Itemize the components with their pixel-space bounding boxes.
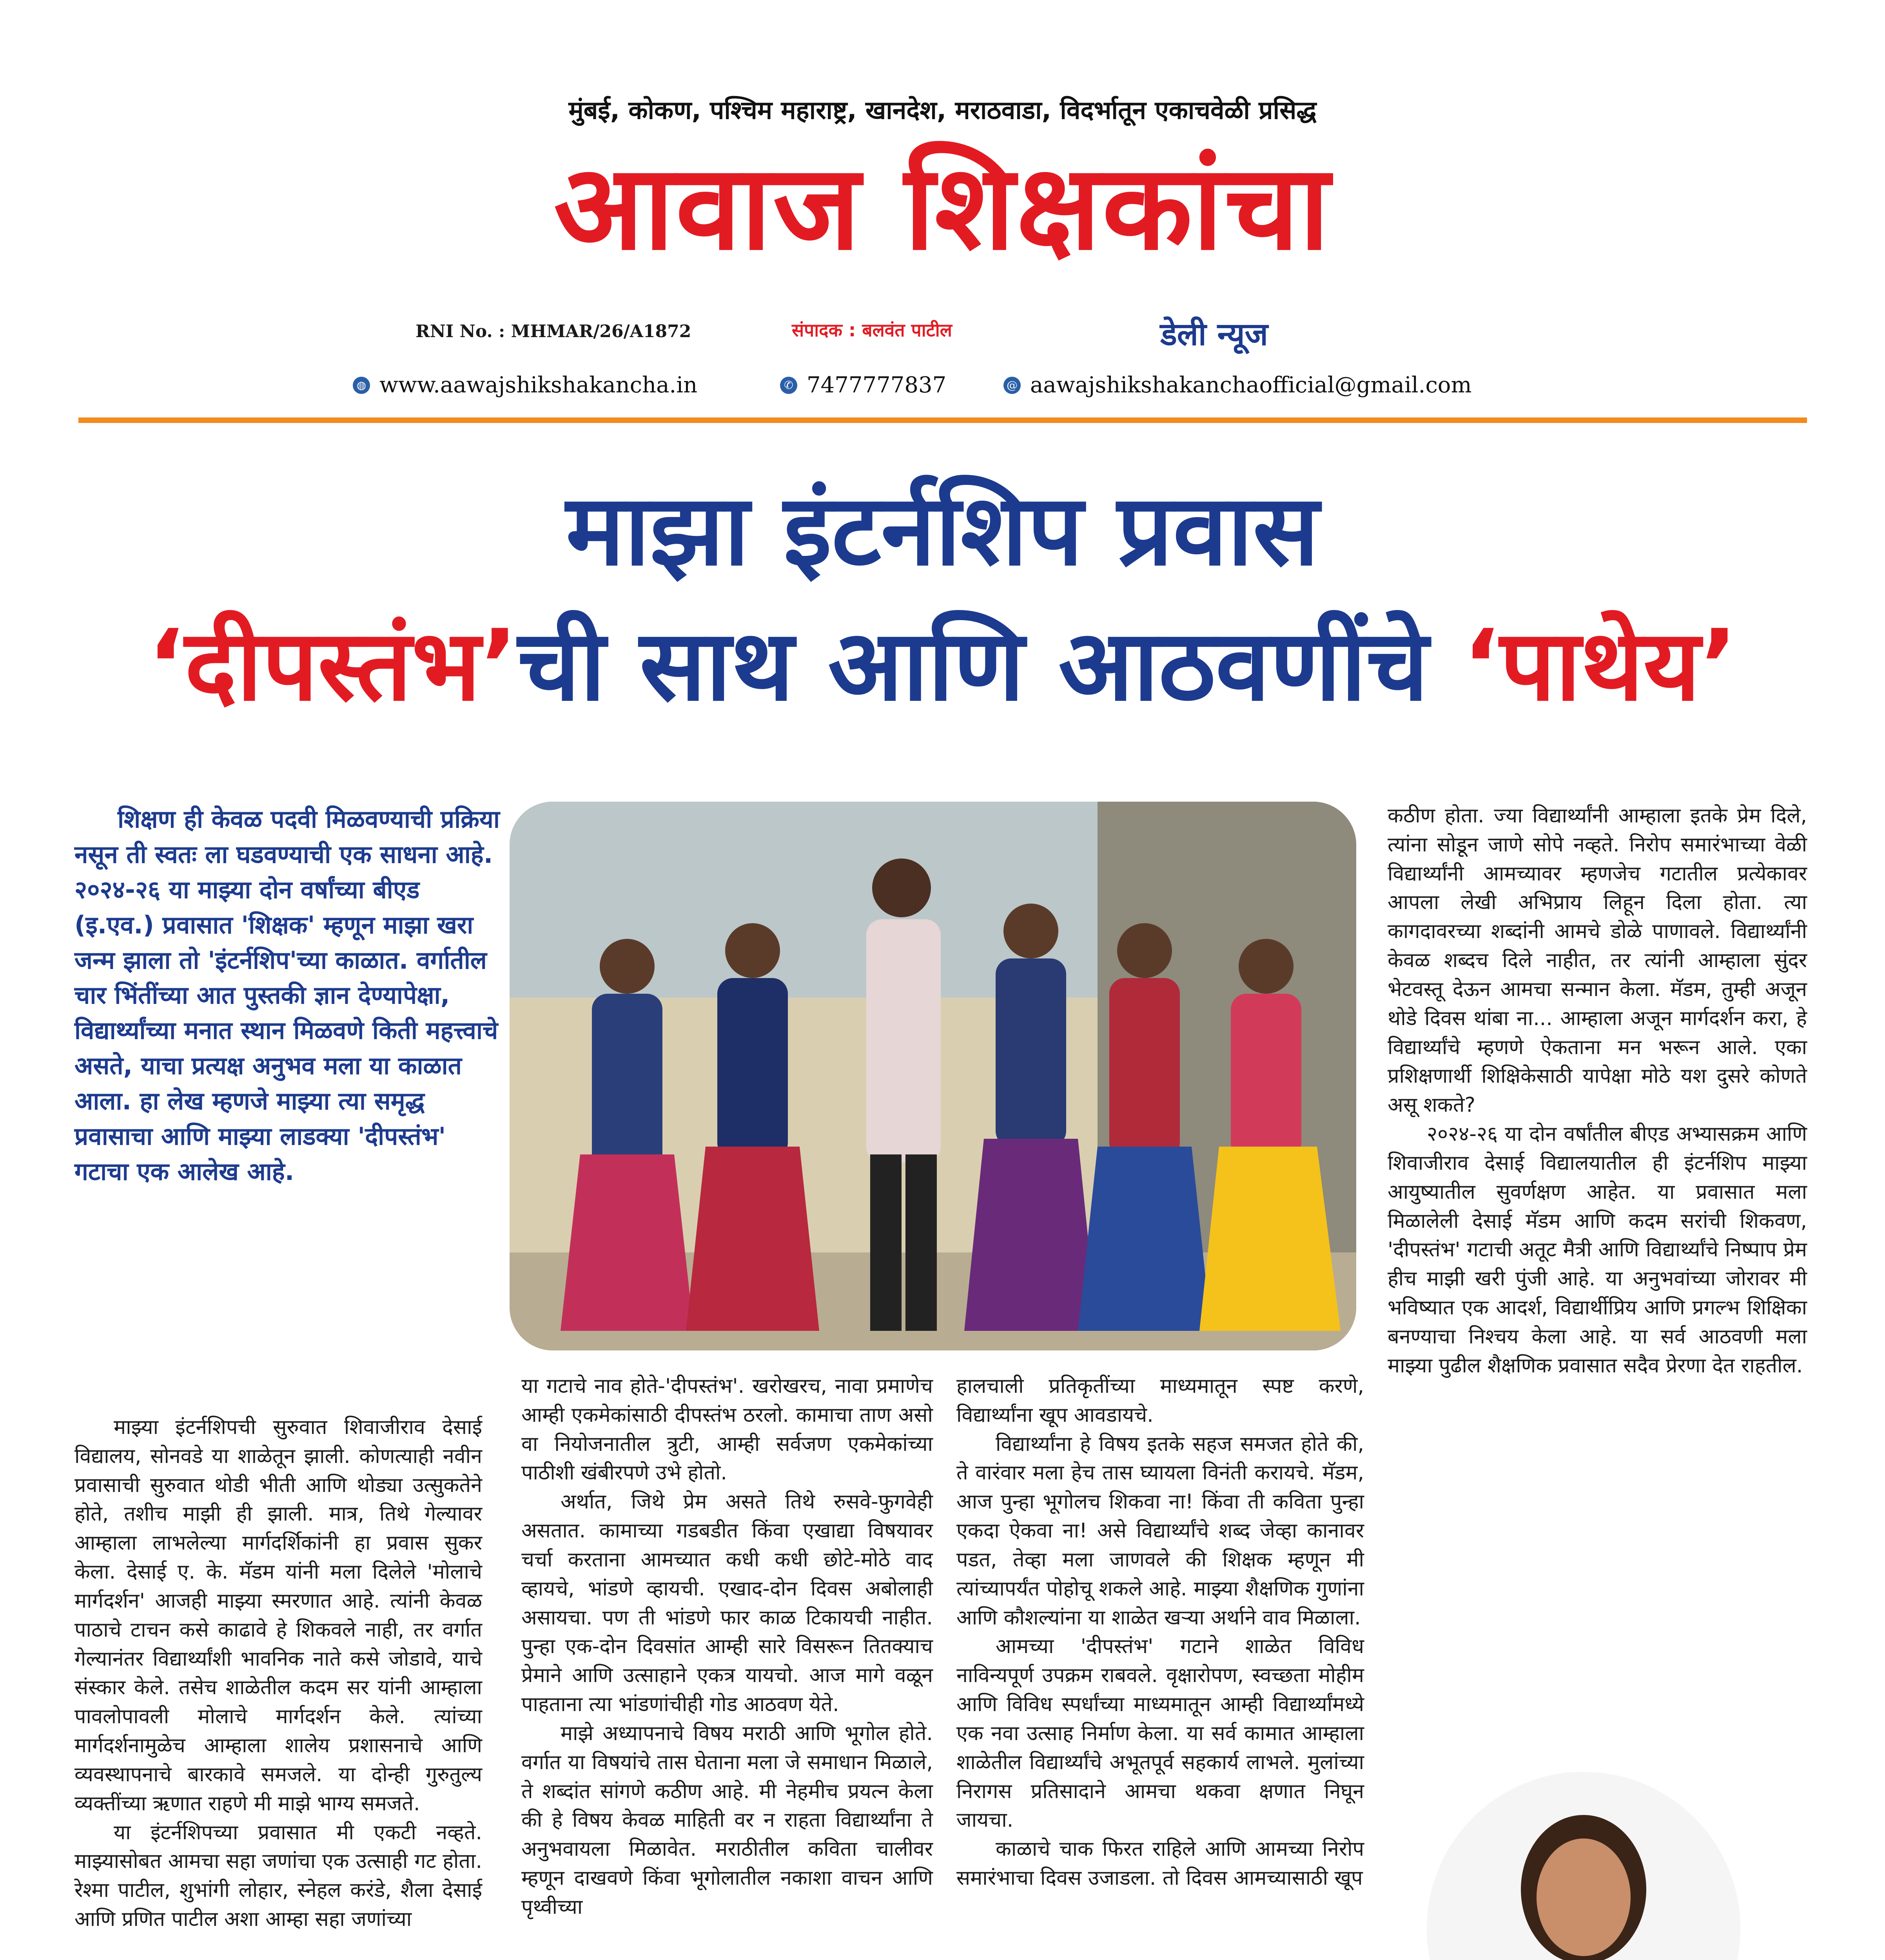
headline-deepstambh: ‘दीपस्तंभ’ — [147, 608, 518, 722]
paragraph: माझे अध्यापनाचे विषय मराठी आणि भूगोल होते. वर्गात या विषयांचे तास घेताना मला जे समाधान मिळाले, ते शब्दांत सांगणे कठीण आहे. मी नेहमीच प्रयत्न केला की हे विषय केवळ माहिती वर न राहता विद्यार्थ्यांना ते अनुभवायला मिळावेत. मराठीतील कविता चालीवर म्हणून दाखवणे किंवा भूगोलातील नकाशा वाचन आणि पृथ्वीच्या — [521, 1721, 933, 1919]
article-column-4 — [1388, 802, 1807, 1381]
author-portrait — [1427, 1772, 1740, 1960]
article-lead: शिक्षण ही केवळ पदवी मिळवण्याची प्रक्रिया नसून ती स्वतः ला घडवण्याची एक साधना आहे. २०२४-२६ या माझ्या दोन वर्षांच्या बीएड (इ.एव.) प्रवासात 'शिक्षक' म्हणून माझा खरा जन्म झाला तो 'इंटर्नशिप'च्या काळात. वर्गातील चार भिंतींच्या आत पुस्तकी ज्ञान देण्यापेक्षा, विद्यार्थ्यांच्या मनात स्थान मिळवणे किती महत्त्वाचे असते, याचा प्रत्यक्ष अनुभव मला या काळात आला. हा लेख म्हणजे माझ्या त्या समृद्ध प्रवासाचा आणि माझ्या लाडक्या 'दीपस्तंभ' गटाचा एक आलेख आहे. — [74, 805, 500, 1186]
paragraph: या गटाचे नाव होते-'दीपस्तंभ'. खरोखरच, नावा प्रमाणेच आम्ही एकमेकांसाठी दीपस्तंभ ठरलो. कामाचा ताण असो वा नियोजनातील त्रुटी, आम्ही सर्वजण एकमेकांच्या पाठीशी खंबीरपणे उभे होतो. — [521, 1374, 933, 1485]
paragraph: अर्थात, जिथे प्रेम असते तिथे रुसवे-फुगवेही असतात. कामाच्या गडबडीत किंवा एखाद्या विषयावर चर्चा करताना आमच्यात कधी कधी छोटे-मोठे वाद व्हायचे, भांडणे व्हायची. एखाद-दोन दिवस अबोलाही असायचा. पण ती भांडणे फार काळ टिकायची नाहीत. पुन्हा एक-दोन दिवसांत आम्ही सारे विसरून तितक्याच प्रेमाने आणि उत्साहाने एकत्र यायचो. आज मागे वळून पाहताना त्या भांडणांचीही गोड आठवण येते. — [521, 1490, 933, 1717]
masthead-title: आवाज शिक्षकांचा — [553, 139, 1332, 276]
email-text: aawajshikshakanchaofficial@gmail.com — [1030, 372, 1472, 398]
globe-icon: ◍ — [353, 377, 370, 394]
website-text: www.aawajshikshakancha.in — [379, 372, 698, 398]
phone-icon: ✆ — [780, 377, 797, 394]
paragraph: २०२४-२६ या दोन वर्षांतील बीएड अभ्यासक्रम आणि शिवाजीराव देसाई विद्यालयातील ही इंटर्नशिप माझ्या आयुष्यातील सुवर्णक्षण आहेत. या प्रवासात मला मिळालेली देसाई मॅडम आणि कदम सरांची शिकवण, 'दीपस्तंभ' गटाची अतूट मैत्री आणि विद्यार्थ्यांचे निष्पाप प्रेम हीच माझी खरी पुंजी आहे. या अनुभवांच्या जोरावर मी भविष्यात एक आदर्श, विद्यार्थीप्रिय आणि प्रगल्भ शिक्षिका बनण्याचा निश्चय केला आहे. या सर्व आठवणी मला माझ्या पुढील शैक्षणिक प्रवासात सदैव प्रेरणा देत राहतील. — [1388, 1122, 1807, 1377]
tagline: मुंबई, कोकण, पश्चिम महाराष्ट्र, खानदेश, मराठवाडा, विदर्भातून एकाचवेळी प्रसिद्ध — [568, 96, 1317, 125]
contact-email[interactable] — [1003, 372, 1472, 398]
author-portrait-illustration — [1427, 1772, 1740, 1960]
daily-news-label: डेली न्यूज — [1160, 316, 1268, 352]
contact-phone[interactable] — [780, 372, 946, 398]
paragraph: हालचाली प्रतिकृतींच्या माध्यमातून स्पष्ट करणे, विद्यार्थ्यांना खूप आवडायचे. — [956, 1374, 1364, 1427]
header-divider — [78, 417, 1807, 423]
phone-text: 7477777837 — [807, 372, 947, 398]
editor-credit: संपादक : बलवंत पाटील — [792, 319, 952, 341]
contact-website[interactable] — [353, 372, 697, 398]
email-icon: @ — [1003, 377, 1021, 394]
headline-line1: माझा इंटर्नशिप प्रवास — [566, 473, 1319, 587]
paragraph: विद्यार्थ्यांना हे विषय इतके सहज समजत होते की, ते वारंवार मला हेच तास घ्यायला विनंती करायचे. मॅडम, आज पुन्हा भूगोलच शिकवा ना! किंवा ती कविता पुन्हा एकदा ऐकवा ना! असे विद्यार्थ्यांचे शब्द जेव्हा कानावर पडत, तेव्हा मला जाणवले की शिक्षक म्हणून मी त्यांच्यापर्यंत पोहोचू शकले आहे. माझ्या शैक्षणिक गुणांना आणि कौशल्यांना या शाळेत खऱ्या अर्थाने वाव मिळाला. — [956, 1432, 1364, 1630]
paragraph: कठीण होता. ज्या विद्यार्थ्यांनी आम्हाला इतके प्रेम दिले, त्यांना सोडून जाणे सोपे नव्हते. निरोप समारंभाच्या वेळी विद्यार्थ्यांनी आमच्यावर म्हणजेच गटातील प्रत्येकावर आपला लेखी अभिप्राय लिहून दिला होता. त्या कागदावरच्या शब्दांनी आमचे डोळे पाणावले. विद्यार्थ्यांनी केवळ शब्दच दिले नाहीत, तर त्यांनी आम्हाला सुंदर भेटवस्तू देऊन आमचा सन्मान केला. मॅडम, तुम्ही अजून थोडे दिवस थांबा ना... आम्हाला अजून मार्गदर्शन करा, हे विद्यार्थ्यांचे म्हणणे ऐकताना मन भरून आले. एका प्रशिक्षणार्थी शिक्षिकेसाठी यापेक्षा मोठे यश दुसरे कोणते असू शकते? — [1388, 804, 1807, 1117]
paragraph: काळाचे चाक फिरत राहिले आणि आमच्या निरोप समारंभाचा दिवस उजाडला. तो दिवस आमच्यासाठी खूप — [956, 1837, 1364, 1890]
group-photo — [510, 802, 1356, 1350]
headline-line2 — [0, 608, 1885, 722]
rni-number: RNI No. : MHMAR/26/A1872 — [415, 321, 691, 341]
headline-middle: ची साथ आणि आठवणींचे — [518, 608, 1463, 722]
article-column-1 — [74, 1413, 482, 1934]
headline-patheya: ‘पाथेय’ — [1462, 608, 1738, 722]
paragraph: या इंटर्नशिपच्या प्रवासात मी एकटी नव्हते. माझ्यासोबत आमचा सहा जणांचा एक उत्साही गट होता. रेश्मा पाटील, शुभांगी लोहार, स्नेहल करंडे, शैला देसाई आणि प्रणित पाटील अशा आम्हा सहा जणांच्या — [74, 1820, 482, 1931]
article-column-2 — [521, 1372, 933, 1922]
paragraph: आमच्या 'दीपस्तंभ' गटाने शाळेत विविध नाविन्यपूर्ण उपक्रम राबवले. वृक्षारोपण, स्वच्छता मोहीम आणि विविध स्पर्धांच्या माध्यमातून आम्ही विद्यार्थ्यांमध्ये एक नवा उत्साह निर्माण केला. या सर्व कामात आम्हाला शाळेतील विद्यार्थ्यांचे अभूतपूर्व सहकार्य लाभले. मुलांच्या निरागस प्रतिसादाने आमचा थकवा क्षणात निघून जायचा. — [956, 1635, 1364, 1832]
article-column-3 — [956, 1372, 1364, 1893]
paragraph: माझ्या इंटर्नशिपची सुरुवात शिवाजीराव देसाई विद्यालय, सोनवडे या शाळेतून झाली. कोणत्याही नवीन प्रवासाची सुरुवात थोडी भीती आणि थोड्या उत्सुकतेने होते, तशीच माझी ही झाली. मात्र, तिथे गेल्यावर आम्हाला लाभलेल्या मार्गदर्शिकांनी हा प्रवास सुकर केला. देसाई ए. के. मॅडम यांनी मला दिलेले 'मोलाचे मार्गदर्शन' आजही माझ्या स्मरणात आहे. त्यांनी केवळ पाठाचे टाचन कसे काढावे हे शिकवले नाही, तर वर्गात गेल्यानंतर विद्यार्थ्यांशी भावनिक नाते कसे जोडावे, याचे संस्कार केले. तसेच शाळेतील कदम सर यांनी आम्हाला पावलोपावली मोलाचे मार्गदर्शन केले. त्यांच्या मार्गदर्शनामुळेच आम्हाला शालेय प्रशासनाचे आणि व्यवस्थापनाचे बारकावे समजले. या दोन्ही गुरुतुल्य व्यक्तींच्या ऋणात राहणे मी माझे भाग्य समजते. — [74, 1416, 482, 1815]
group-photo-illustration — [510, 802, 1356, 1350]
